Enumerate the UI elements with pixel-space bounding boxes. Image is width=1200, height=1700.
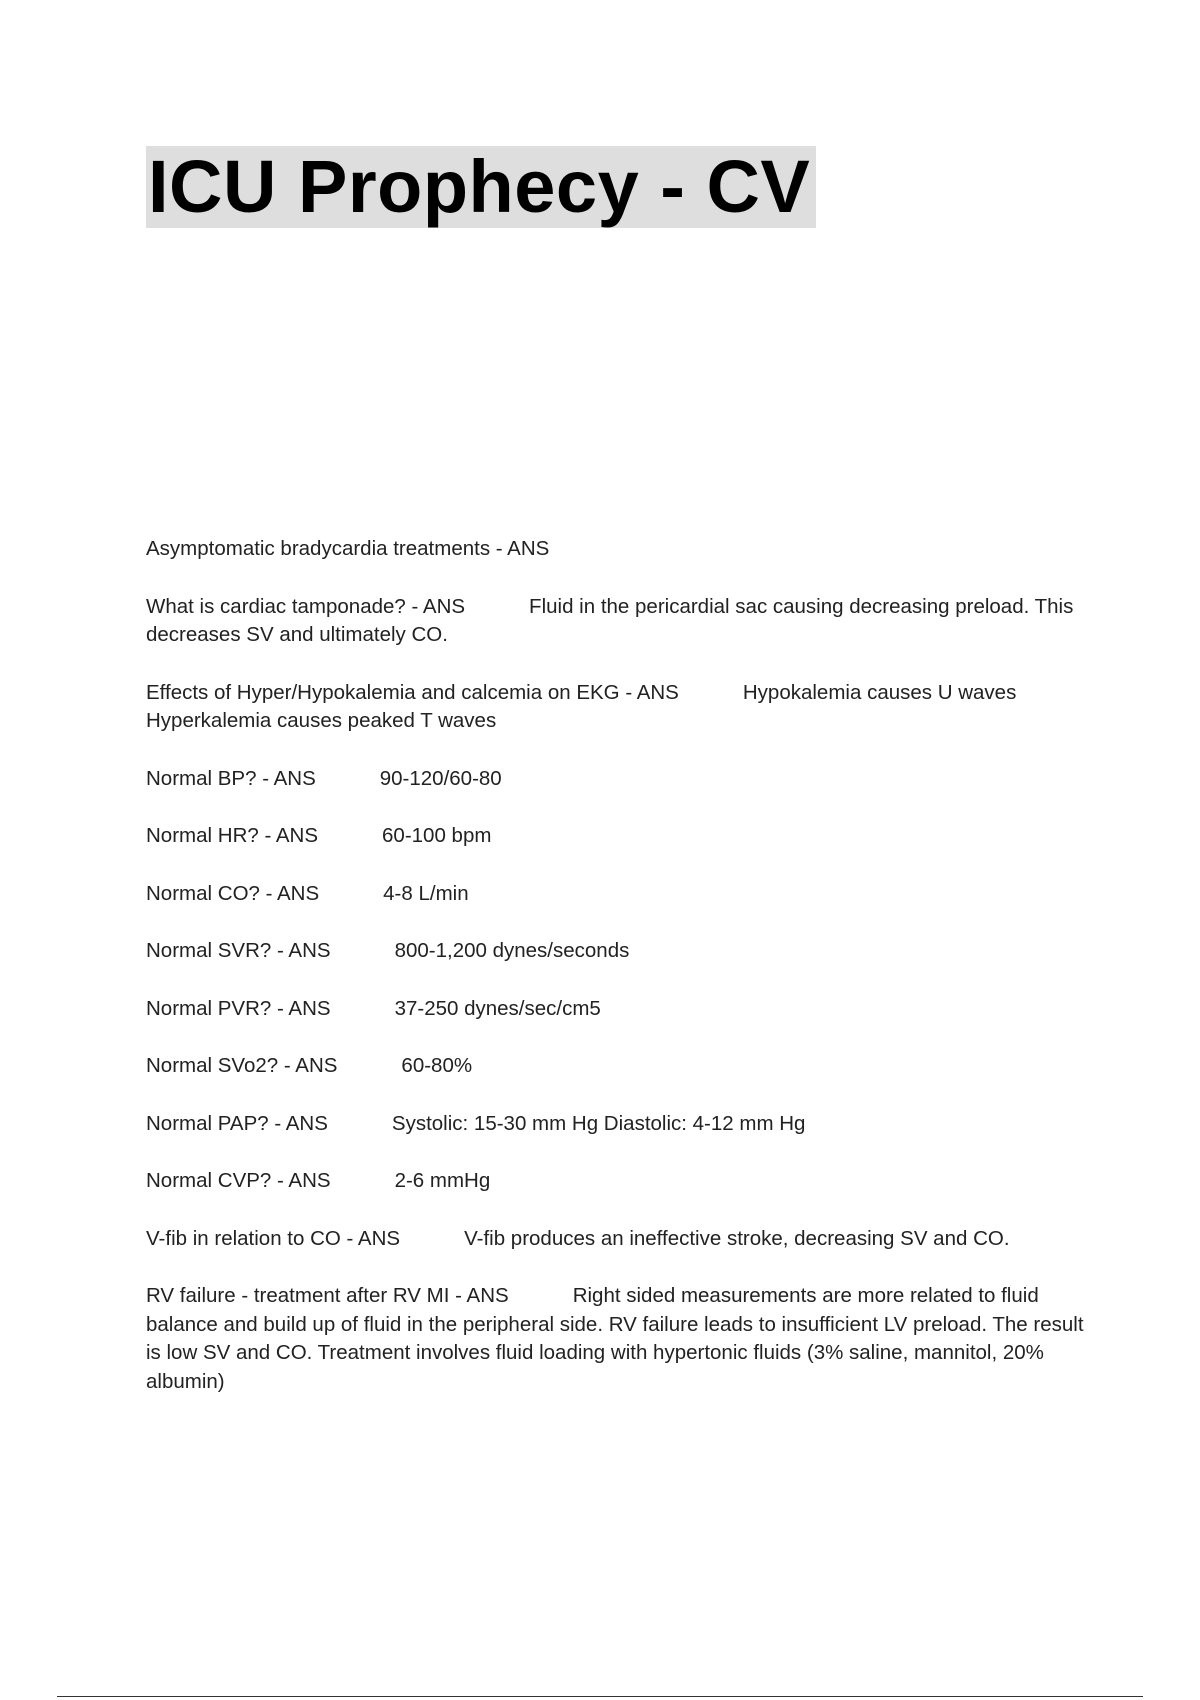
qa-answer: Right sided measurements are more related to fluid balance and build up of fluid in the peripheral side. RV failure leads to insufficient LV preload. The result is low SV and CO. Treatment involves fluid loading with hypertonic fluids (3% saline, mannitol, 20% albumin) bbox=[146, 1284, 1084, 1393]
qa-answer: Fluid in the pericardial sac causing decreasing preload. This decreases SV and ultimately CO. bbox=[146, 594, 1074, 646]
qa-answer: 60-80% bbox=[401, 1054, 473, 1077]
qa-answer: 800-1,200 dynes/seconds bbox=[394, 939, 630, 962]
qa-answer: Hypokalemia causes U waves Hyperkalemia causes peaked T waves bbox=[146, 680, 1017, 732]
qa-item bbox=[146, 1225, 1096, 1254]
qa-item bbox=[146, 1052, 1096, 1081]
qa-item bbox=[146, 937, 1096, 966]
qa-question: Normal SVo2? - ANS bbox=[146, 1054, 338, 1077]
qa-question: Effects of Hyper/Hypokalemia and calcemia on EKG - ANS bbox=[146, 680, 679, 704]
qa-question: V-fib in relation to CO - ANS bbox=[146, 1226, 401, 1250]
qa-question: Normal BP? - ANS bbox=[146, 766, 316, 790]
document-title: ICU Prophecy - CV bbox=[146, 146, 816, 228]
qa-item bbox=[146, 1110, 1096, 1139]
qa-question: Normal PAP? - ANS bbox=[146, 1111, 328, 1135]
qa-answer: 2-6 mmHg bbox=[394, 1169, 491, 1192]
qa-item bbox=[146, 995, 1096, 1024]
qa-item bbox=[146, 1167, 1096, 1196]
qa-item bbox=[146, 1282, 1096, 1396]
qa-question: Normal HR? - ANS bbox=[146, 824, 319, 847]
qa-question: Normal CVP? - ANS bbox=[146, 1169, 331, 1192]
qa-answer: 37-250 dynes/sec/cm5 bbox=[394, 996, 601, 1020]
footer-divider bbox=[57, 1696, 1143, 1697]
qa-item bbox=[146, 593, 1096, 650]
qa-question: Asymptomatic bradycardia treatments - ANS bbox=[146, 537, 550, 560]
qa-item bbox=[146, 679, 1096, 736]
qa-answer: V-fib produces an ineffective stroke, decreasing SV and CO. bbox=[464, 1226, 1010, 1250]
qa-list bbox=[146, 535, 1096, 1425]
qa-question: Normal SVR? - ANS bbox=[146, 939, 331, 962]
qa-answer: 60-100 bpm bbox=[382, 824, 492, 847]
qa-answer: 4-8 L/min bbox=[383, 881, 469, 905]
qa-question: Normal PVR? - ANS bbox=[146, 996, 331, 1020]
qa-item bbox=[146, 535, 1096, 564]
qa-answer: Systolic: 15-30 mm Hg Diastolic: 4-12 mm Hg bbox=[391, 1111, 806, 1135]
qa-question: RV failure - treatment after RV MI - ANS bbox=[146, 1284, 509, 1307]
qa-item bbox=[146, 765, 1096, 794]
qa-item bbox=[146, 822, 1096, 851]
qa-question: Normal CO? - ANS bbox=[146, 881, 320, 905]
qa-question: What is cardiac tamponade? - ANS bbox=[146, 594, 466, 618]
qa-item bbox=[146, 880, 1096, 909]
qa-answer: 90-120/60-80 bbox=[379, 766, 502, 790]
